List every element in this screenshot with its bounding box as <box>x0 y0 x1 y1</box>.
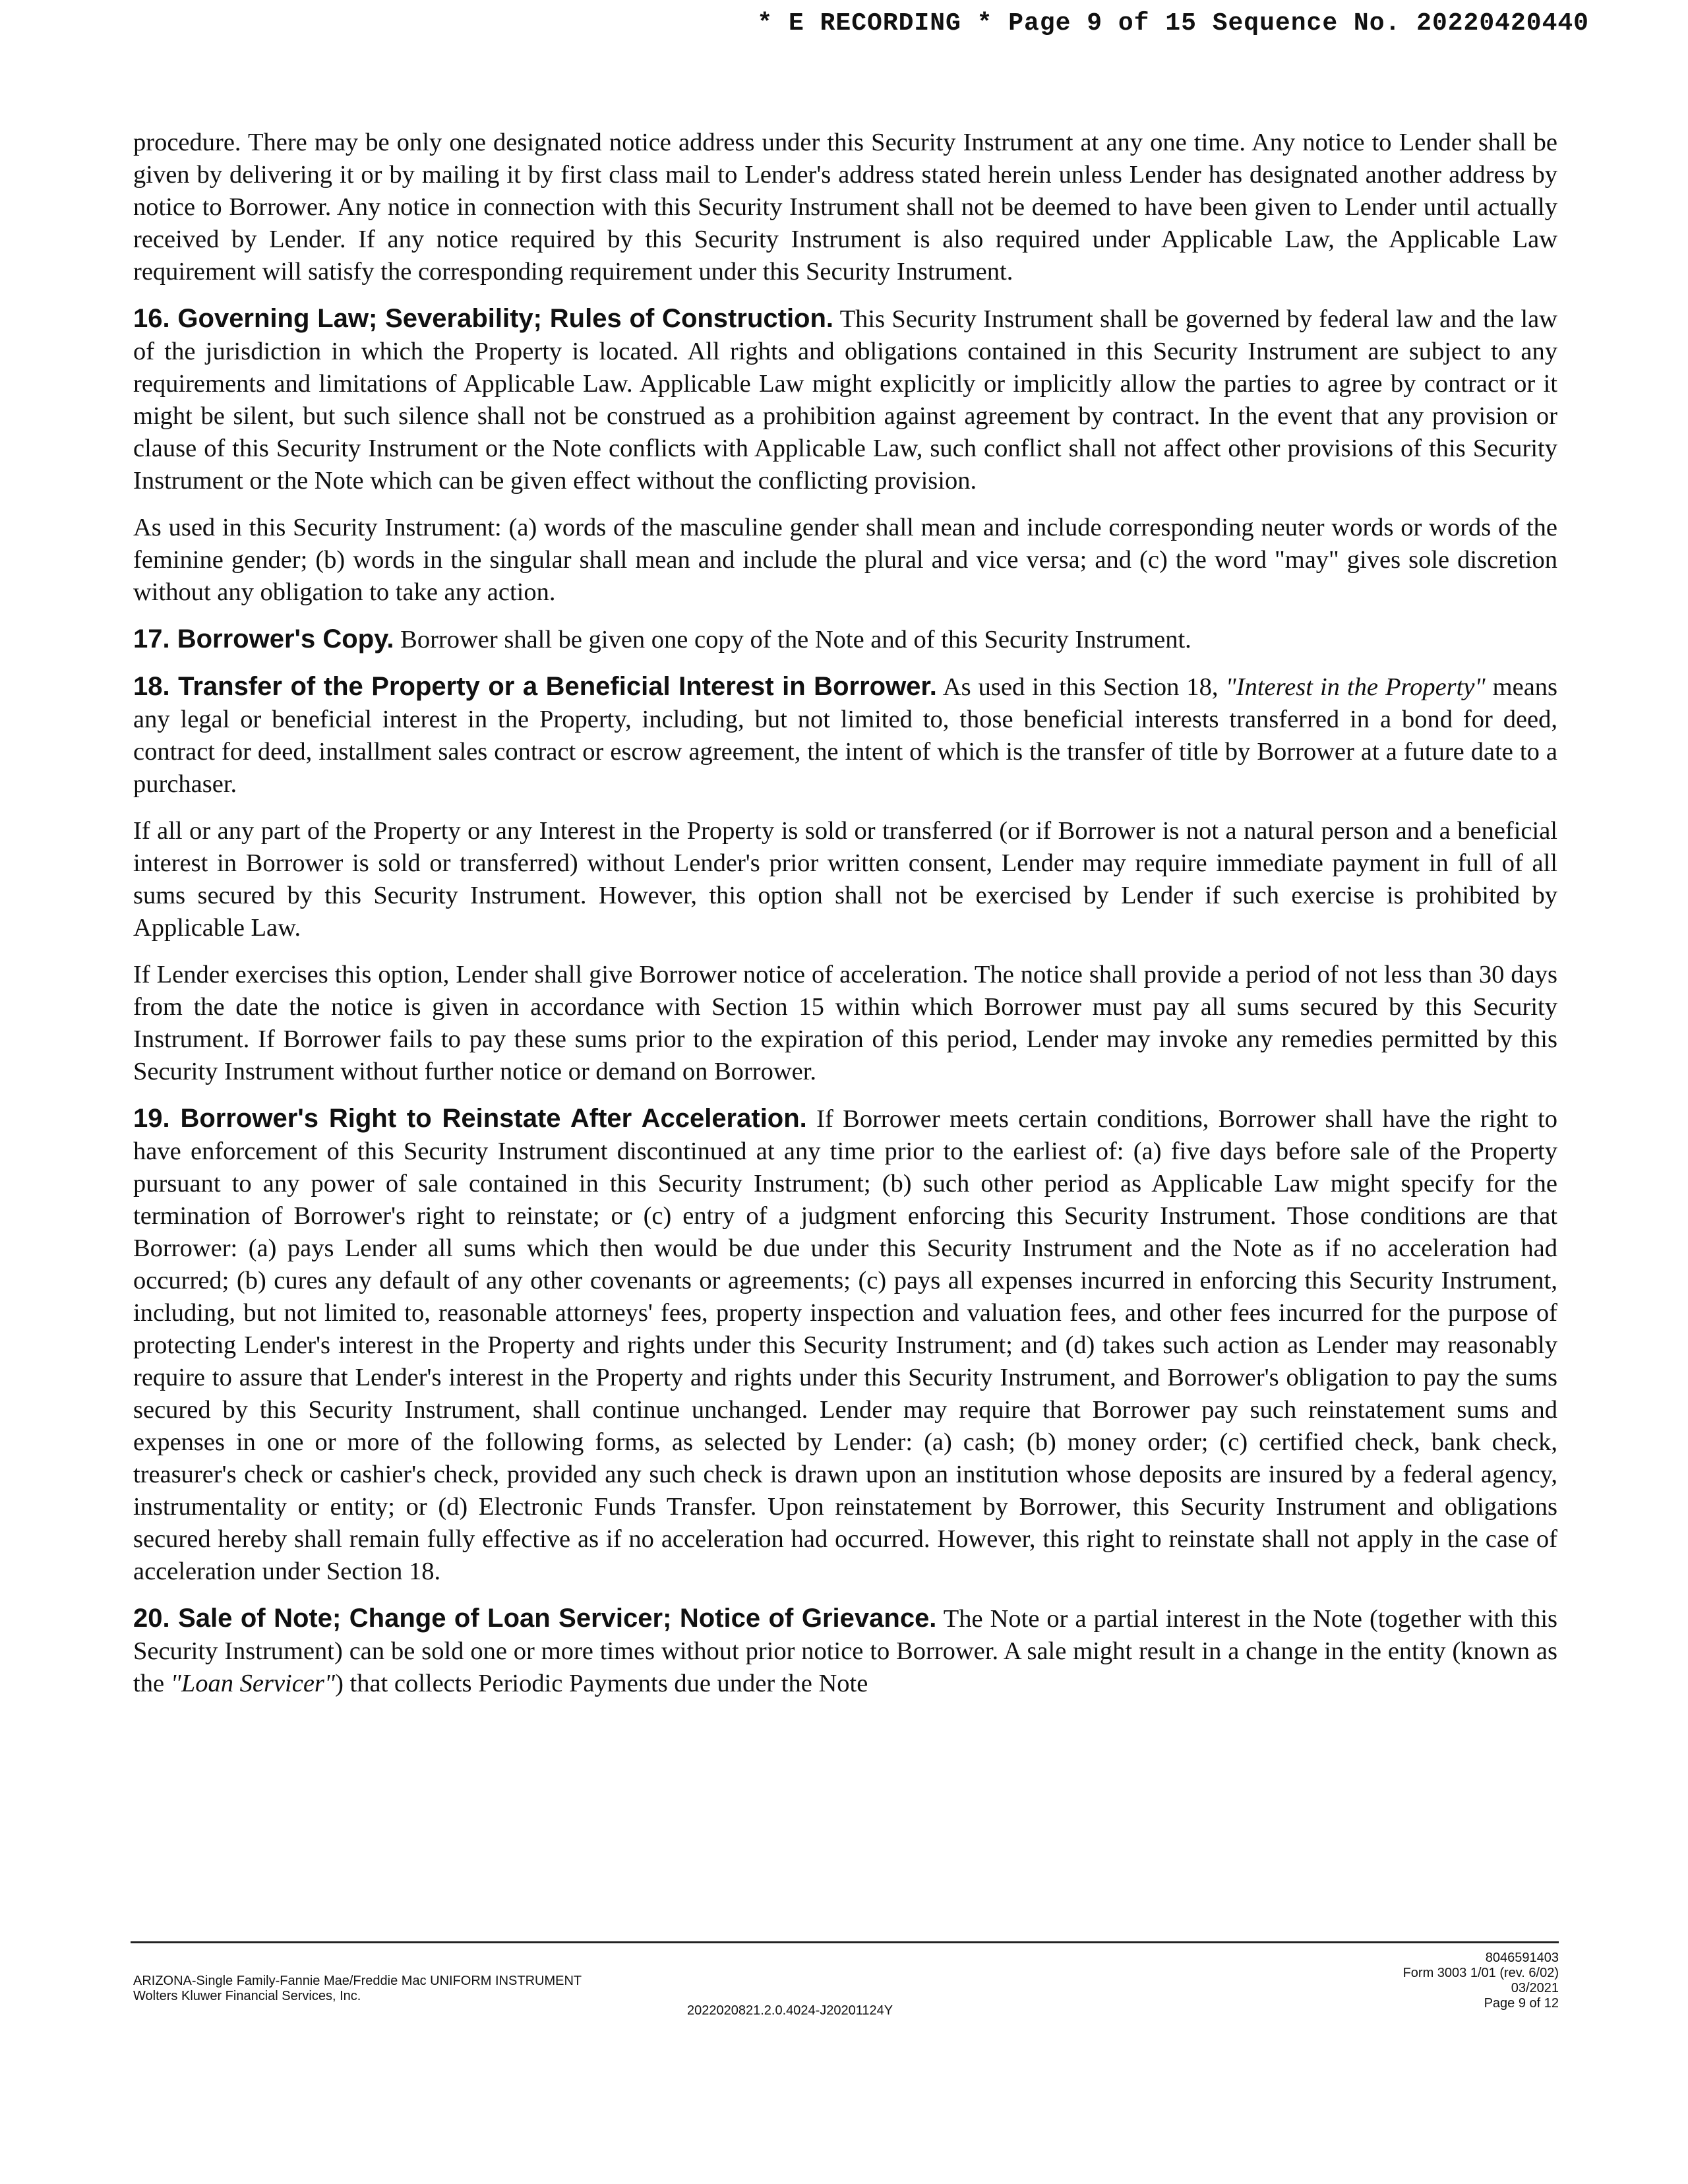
section-20-text-a: The Note or a partial interest in the Note (together with this Security Instrument) can be sold one or more times without prior notice to Borrower. A sale might result in a change in the entity (known as the <box>133 1605 1557 1697</box>
footer-publisher: Wolters Kluwer Financial Services, Inc. <box>133 1989 361 2003</box>
footer-page-number: Page 9 of 12 <box>1484 1996 1559 2011</box>
section-19-heading: 19. Borrower's Right to Reinstate After Acceleration. <box>133 1104 807 1133</box>
section-19-text: If Borrower meets certain conditions, Borrower shall have the right to have enforcement of this Security Instrument discontinued at any time prior to the earliest of: (a) five days before sale of the Property pursuant to any power of sale contained in this Security Instrument; (b) such other period as Applicable Law might specify for the termination of Borrower's right to reinstate; or (c) entry of a judgment enforcing this Security Instrument. Those conditions are that Borrower: (a) pays Lender all sums which then would be due under this Security Instrument and the Note as if no acceleration had occurred; (b) cures any default of any other covenants or agreements; (c) pays all expenses incurred in enforcing this Security Instrument, including, but not limited to, reasonable attorneys' fees, property inspection and valuation fees, and other fees incurred for the purpose of protecting Lender's interest in the Property and rights under this Security Instrument; and (d) takes such action as Lender may reasonably require to assure that Lender's interest in the Property and rights under this Security Instrument, and Borrower's obligation to pay the sums secured by this Security Instrument, shall continue unchanged. Lender may require that Borrower pay such reinstatement sums and expenses in one or more of the following forms, as selected by Lender: (a) cash; (b) money order; (c) certified check, bank check, treasurer's check or cashier's check, provided any such check is drawn upon an institution whose deposits are insured by a federal agency, instrumentality or entity; or (d) Electronic Funds Transfer. Upon reinstatement by Borrower, this Security Instrument and obligations secured hereby shall remain fully effective as if no acceleration had occurred. However, this right to reinstate shall not apply in the case of acceleration under Section 18. <box>133 1105 1558 1585</box>
section-17 <box>133 623 1557 656</box>
section-17-text: Borrower shall be given one copy of the Note and of this Security Instrument. <box>400 626 1191 653</box>
recording-stamp: * E RECORDING * Page 9 of 15 Sequence No. 20220420440 <box>757 9 1589 38</box>
defined-term-interest-in-property: "Interest in the Property" <box>1225 673 1486 701</box>
section-16-paragraph-2 <box>133 512 1557 609</box>
footer-form-info <box>1403 1951 1559 2011</box>
paragraph-text: If all or any part of the Property or any Interest in the Property is sold or transferred (or if Borrower is not a natural person and a beneficial interest in Borrower is sold or transferred) without Lender's prior written consent, Lender may require immediate payment in full of all sums secured by this Security Instrument. However, this option shall not be exercised by Lender if such exercise is prohibited by Applicable Law. <box>133 817 1557 942</box>
section-20-text-b: ) that collects Periodic Payments due under the Note <box>335 1670 868 1697</box>
section-18-paragraph-3 <box>133 959 1557 1088</box>
paragraph-text: procedure. There may be only one designated notice address under this Security Instrument at any one time. Any notice to Lender shall be given by delivering it or by mailing it by first class mail to Lender's address stated herein unless Lender has designated another address by notice to Borrower. Any notice in connection with this Security Instrument shall not be deemed to have been given to Lender until actually received by Lender. If any notice required by this Security Instrument is also required under Applicable Law, the Applicable Law requirement will satisfy the corresponding requirement under this Security Instrument. <box>133 129 1557 286</box>
paragraph-text: If Lender exercises this option, Lender shall give Borrower notice of acceleration. The notice shall provide a period of not less than 30 days from the date the notice is given in accordance with Section 15 within which Borrower must pay all sums secured by this Security Instrument. If Borrower fails to pay these sums prior to the expiration of this period, Lender may invoke any remedies permitted by this Security Instrument without further notice or demand on Borrower. <box>133 961 1557 1085</box>
section-16-heading: 16. Governing Law; Severability; Rules of Construction. <box>133 304 834 333</box>
section-18-paragraph-2 <box>133 815 1557 944</box>
section-18-text-b: means any legal or beneficial interest in the Property, including, but not limited to, those beneficial interests transferred in a bond for deed, contract for deed, installment sales contract or escrow agreement, the intent of which is the transfer of title by Borrower at a future date to a purchaser. <box>133 673 1558 798</box>
section-18-text-a: As used in this Section 18, <box>942 673 1219 701</box>
section-16 <box>133 303 1557 497</box>
section-17-heading: 17. Borrower's Copy. <box>133 624 394 653</box>
paragraph-text: As used in this Security Instrument: (a) words of the masculine gender shall mean and include corresponding neuter words or words of the feminine gender; (b) words in the singular shall mean and include the plural and vice versa; and (c) the word "may" gives sole discretion without any obligation to take any action. <box>133 514 1557 606</box>
section-18-heading: 18. Transfer of the Property or a Beneficial Interest in Borrower. <box>133 672 937 701</box>
footer-loan-number: 8046591403 <box>1485 1951 1559 1965</box>
section-20 <box>133 1602 1557 1700</box>
footer-divider <box>131 1941 1559 1943</box>
paragraph-notice-continuation <box>133 127 1557 288</box>
footer-form-number: Form 3003 1/01 (rev. 6/02) <box>1402 1966 1559 1980</box>
footer-form-date: 03/2021 <box>1511 1981 1559 1995</box>
footer-document-code: 2022020821.2.0.4024-J20201124Y <box>687 2003 893 2018</box>
section-16-text: This Security Instrument shall be governed by federal law and the law of the jurisdiction in which the Property is located. All rights and obligations contained in this Security Instrument are subject to any requirements and limitations of Applicable Law. Applicable Law might explicitly or implicitly allow the parties to agree by contract or it might be silent, but such silence shall not be construed as a prohibition against agreement by contract. In the event that any provision or clause of this Security Instrument or the Note conflicts with Applicable Law, such conflict shall not affect other provisions of this Security Instrument or the Note which can be given effect without the conflicting provision. <box>133 305 1557 495</box>
footer-instrument-name: ARIZONA-Single Family-Fannie Mae/Freddie Mac UNIFORM INSTRUMENT <box>133 1974 582 1988</box>
defined-term-loan-servicer: "Loan Servicer" <box>170 1670 336 1697</box>
section-19 <box>133 1103 1557 1588</box>
section-18 <box>133 671 1557 801</box>
footer-form-title <box>133 1974 582 2004</box>
document-body <box>133 127 1557 1714</box>
section-20-heading: 20. Sale of Note; Change of Loan Servicer; Notice of Grievance. <box>133 1604 937 1633</box>
